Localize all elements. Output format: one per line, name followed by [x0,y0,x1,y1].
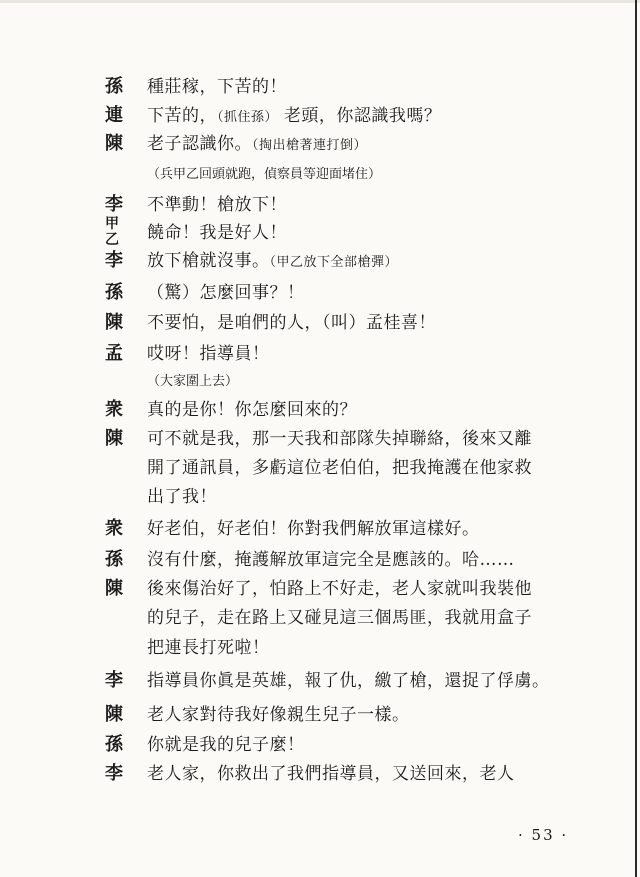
stage-direction: （掏出槍著連打倒） [252,138,368,153]
speaker: 陳 [105,312,123,333]
dialogue-line [0,549,640,581]
dialogue-part: 放下槍就沒事。 [147,251,270,271]
speaker: 衆 [105,518,123,539]
dialogue-part: 老頭，你認識我嗎？ [283,106,442,126]
stage-direction: （兵甲乙回頭就跑，偵察員等迎面堵住） [147,167,382,182]
dialogue-line [0,607,640,639]
dialogue-line [0,399,640,431]
dialogue-line [0,637,640,669]
dialogue-line [0,518,640,550]
dialogue-text [147,133,367,157]
dialogue-text: 可不就是我，那一天我和部隊失掉聯絡，後來又離 [147,429,532,449]
speaker: 甲乙 [105,216,119,248]
dialogue-text: 沒有什麼，掩護解放軍這完全是應該的。哈…… [147,550,515,570]
speaker: 李 [105,763,123,784]
dialogue-text [147,105,441,129]
dialogue-text: 不準動！槍放下！ [147,195,287,215]
dialogue-part: 下苦的， [147,106,217,126]
dialogue-text: 真的是你！你怎麼回來的？ [147,400,357,420]
stage-direction: （甲乙放下全部槍彈） [269,255,399,270]
stage-direction: （大家圍上去） [147,374,239,389]
speaker: 孟 [105,343,123,364]
dialogue-part: 老子認識你。 [147,134,252,154]
stage-direction-line [0,165,640,197]
stage-direction: （抓住孫） [217,110,279,125]
dialogue-line [0,486,640,518]
dialogue-line [0,734,640,766]
dialogue-line [0,343,640,375]
speaker: 孫 [105,282,123,303]
speaker: 陳 [105,428,123,449]
speaker: 孫 [105,549,123,570]
dialogue-text: 老人家對待我好像親生兒子一樣。 [147,705,410,725]
speaker: 陳 [105,704,123,725]
dialogue-text: （驚）怎麼回事？！ [147,283,305,303]
dialogue-text: 的兒子，走在路上又碰見這三個馬匪，我就用盒子 [147,608,532,628]
speaker: 孫 [105,76,123,97]
dialogue-text [147,250,398,274]
top-edge [0,0,640,3]
dialogue-line [0,312,640,344]
dialogue-line [0,428,640,460]
speaker: 李 [105,250,123,271]
dialogue-text: 好老伯，好老伯！你對我們解放軍這樣好。 [147,519,480,539]
dialogue-text: 種莊稼，下苦的！ [147,77,287,97]
speaker: 陳 [105,133,123,154]
dialogue-text: 老人家，你救出了我們指導員，又送回來，老人 [147,764,515,784]
dialogue-line [0,133,640,165]
dialogue-line [0,670,640,702]
speaker: 孫 [105,734,123,755]
dialogue-line [0,704,640,736]
speaker: 李 [105,670,123,691]
dialogue-line [0,578,640,610]
dialogue-text: 把連長打死啦！ [147,638,270,658]
dialogue-line [0,76,640,108]
dialogue-text: 饒命！我是好人！ [147,223,287,243]
speaker: 李 [105,194,123,215]
page-number: · 53 · [518,826,569,844]
speaker: 陳 [105,578,123,599]
dialogue-text: 開了通訊員，多虧這位老伯伯，把我掩護在他家救 [147,458,532,478]
dialogue-text: 出了我！ [147,487,217,507]
dialogue-text: 後來傷治好了，怕路上不好走，老人家就叫我裝他 [147,579,532,599]
dialogue-line [0,250,640,282]
dialogue-text: 你就是我的兒子麼！ [147,735,305,755]
dialogue-text: 不要怕，是咱們的人，（叫）孟桂喜！ [147,313,436,333]
dialogue-line [0,282,640,314]
dialogue-line [0,457,640,489]
dialogue-text: 哎呀！指導員！ [147,344,270,364]
dialogue-line [0,763,640,795]
speaker: 衆 [105,399,123,420]
dialogue-text: 指導員你眞是英雄，報了仇，繳了槍，還捉了俘虜。 [147,671,550,691]
speaker: 連 [105,105,123,126]
